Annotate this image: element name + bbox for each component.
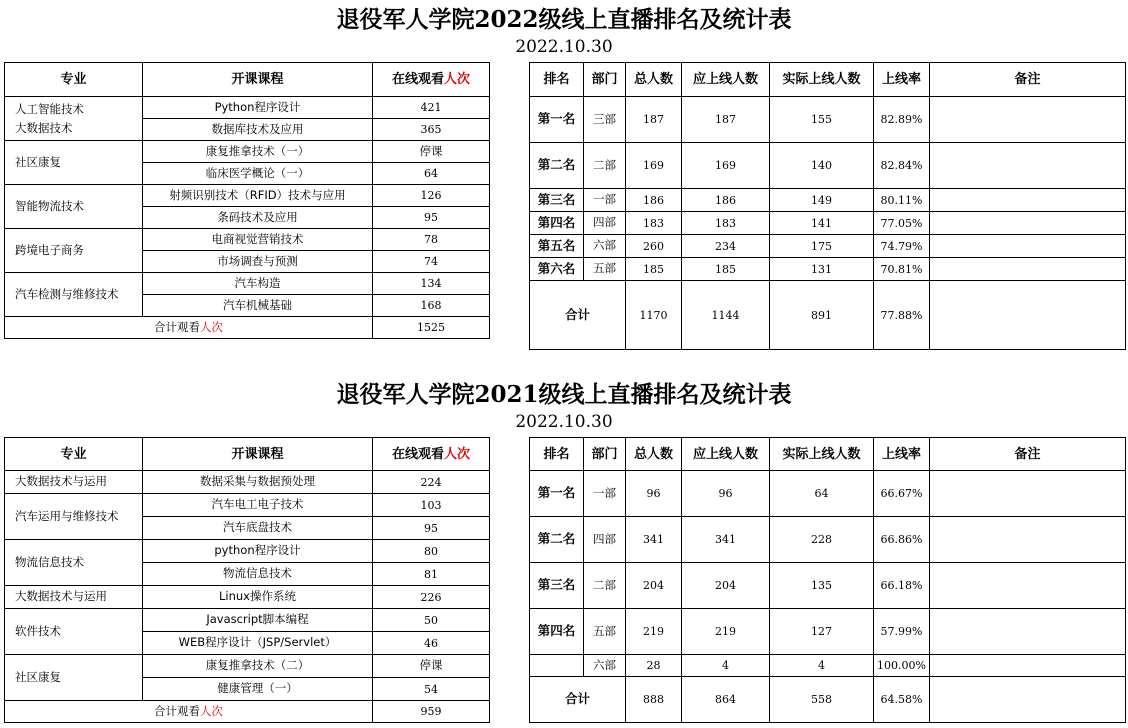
course-name: 汽车机械基础 — [143, 295, 373, 317]
total-views-label: 合计观看人次 — [5, 701, 373, 723]
total-cell: 28 — [626, 655, 682, 677]
rate-cell: 82.89% — [874, 97, 930, 143]
total-cell: 96 — [626, 471, 682, 517]
note-cell — [930, 517, 1126, 563]
course-views: 226 — [373, 586, 490, 609]
header-dept: 部门 — [584, 438, 626, 471]
course-name: 汽车构造 — [143, 273, 373, 295]
actual-cell: 64 — [770, 471, 874, 517]
expected-cell: 219 — [682, 609, 770, 655]
note-cell — [930, 471, 1126, 517]
course-views: 134 — [373, 273, 490, 295]
course-name: 汽车底盘技术 — [143, 517, 373, 540]
dept-cell: 二部 — [584, 563, 626, 609]
course-views-table — [4, 62, 490, 339]
course-name: 市场调查与预测 — [143, 251, 373, 273]
course-views: 78 — [373, 229, 490, 251]
course-views: 81 — [373, 563, 490, 586]
course-name: 射频识别技术（RFID）技术与应用 — [143, 185, 373, 207]
header-views: 在线观看人次 — [373, 63, 490, 97]
actual-cell: 135 — [770, 563, 874, 609]
course-name: 康复推拿技术（一） — [143, 141, 373, 163]
table-row — [530, 563, 1126, 609]
rank-cell: 第二名 — [530, 517, 584, 563]
department-ranking-table — [529, 437, 1126, 723]
course-views: 365 — [373, 119, 490, 141]
note-cell — [930, 677, 1126, 723]
course-views: 停课 — [373, 655, 490, 678]
rank-cell: 第二名 — [530, 143, 584, 189]
course-views: 95 — [373, 207, 490, 229]
major-cell: 社区康复 — [5, 655, 143, 701]
table-row — [530, 212, 1126, 235]
course-name: 数据采集与数据预处理 — [143, 471, 373, 494]
header-expected: 应上线人数 — [682, 63, 770, 97]
note-cell — [930, 189, 1126, 212]
rate-cell: 70.81% — [874, 258, 930, 281]
header-expected: 应上线人数 — [682, 438, 770, 471]
header-major: 专业 — [5, 438, 143, 471]
course-name: 电商视觉营销技术 — [143, 229, 373, 251]
course-views: 停课 — [373, 141, 490, 163]
header-major: 专业 — [5, 63, 143, 97]
major-cell: 汽车运用与维修技术 — [5, 494, 143, 540]
course-name: python程序设计 — [143, 540, 373, 563]
total-cell: 183 — [626, 212, 682, 235]
course-views: 46 — [373, 632, 490, 655]
sheet-title: 退役军人学院2022级线上直播排名及统计表 — [336, 6, 792, 33]
sum-actual: 558 — [770, 677, 874, 723]
total-cell: 169 — [626, 143, 682, 189]
course-name: 物流信息技术 — [143, 563, 373, 586]
major-cell: 大数据技术与运用 — [5, 586, 143, 609]
header-actual: 实际上线人数 — [770, 438, 874, 471]
rate-cell: 80.11% — [874, 189, 930, 212]
header-actual: 实际上线人数 — [770, 63, 874, 97]
rank-cell: 第一名 — [530, 471, 584, 517]
sum-expected: 864 — [682, 677, 770, 723]
course-name: Linux操作系统 — [143, 586, 373, 609]
table-row — [530, 655, 1126, 677]
course-name: 条码技术及应用 — [143, 207, 373, 229]
major-cell: 跨境电子商务 — [5, 229, 143, 273]
table-row — [530, 235, 1126, 258]
rate-cell: 74.79% — [874, 235, 930, 258]
sum-total: 1170 — [626, 281, 682, 350]
total-cell: 187 — [626, 97, 682, 143]
dept-cell: 一部 — [584, 471, 626, 517]
rank-cell: 第五名 — [530, 235, 584, 258]
header-note: 备注 — [930, 63, 1126, 97]
rate-cell: 66.18% — [874, 563, 930, 609]
actual-cell: 175 — [770, 235, 874, 258]
course-views: 421 — [373, 97, 490, 119]
sum-rate: 77.88% — [874, 281, 930, 350]
expected-cell: 185 — [682, 258, 770, 281]
course-views-table — [4, 437, 490, 723]
sum-label: 合计 — [530, 281, 626, 350]
course-name: Python程序设计 — [143, 97, 373, 119]
total-cell: 219 — [626, 609, 682, 655]
course-name: 健康管理（一） — [143, 678, 373, 701]
actual-cell: 140 — [770, 143, 874, 189]
department-ranking-table — [529, 62, 1126, 350]
course-name: Javascript脚本编程 — [143, 609, 373, 632]
course-name: 康复推拿技术（二） — [143, 655, 373, 678]
note-cell — [930, 212, 1126, 235]
table-row — [530, 97, 1126, 143]
course-views: 95 — [373, 517, 490, 540]
header-total: 总人数 — [626, 63, 682, 97]
total-views-label: 合计观看人次 — [5, 317, 373, 339]
rank-cell: 第三名 — [530, 189, 584, 212]
major-cell: 智能物流技术 — [5, 185, 143, 229]
sheet-date: 2022.10.30 — [515, 412, 613, 432]
rank-cell: 第六名 — [530, 258, 584, 281]
total-cell: 260 — [626, 235, 682, 258]
header-rank: 排名 — [530, 63, 584, 97]
note-cell — [930, 655, 1126, 677]
dept-cell: 二部 — [584, 143, 626, 189]
rate-cell: 100.00% — [874, 655, 930, 677]
dept-cell: 四部 — [584, 212, 626, 235]
course-views: 224 — [373, 471, 490, 494]
expected-cell: 204 — [682, 563, 770, 609]
table-row — [530, 143, 1126, 189]
major-cell: 大数据技术与运用 — [5, 471, 143, 494]
actual-cell: 127 — [770, 609, 874, 655]
sum-total: 888 — [626, 677, 682, 723]
total-views: 959 — [373, 701, 490, 723]
dept-cell: 六部 — [584, 655, 626, 677]
table-row — [530, 258, 1126, 281]
sum-row — [530, 281, 1126, 350]
note-cell — [930, 143, 1126, 189]
total-cell: 186 — [626, 189, 682, 212]
sum-label: 合计 — [530, 677, 626, 723]
sum-expected: 1144 — [682, 281, 770, 350]
header-note: 备注 — [930, 438, 1126, 471]
table-row — [530, 471, 1126, 517]
dept-cell: 四部 — [584, 517, 626, 563]
course-views: 80 — [373, 540, 490, 563]
sum-actual: 891 — [770, 281, 874, 350]
note-cell — [930, 97, 1126, 143]
expected-cell: 96 — [682, 471, 770, 517]
expected-cell: 187 — [682, 97, 770, 143]
note-cell — [930, 258, 1126, 281]
course-name: WEB程序设计（JSP/Servlet） — [143, 632, 373, 655]
expected-cell: 341 — [682, 517, 770, 563]
dept-cell: 三部 — [584, 97, 626, 143]
rank-cell: 第四名 — [530, 609, 584, 655]
rank-cell: 第四名 — [530, 212, 584, 235]
rank-cell — [530, 655, 584, 677]
rate-cell: 82.84% — [874, 143, 930, 189]
dept-cell: 六部 — [584, 235, 626, 258]
header-rank: 排名 — [530, 438, 584, 471]
course-views: 54 — [373, 678, 490, 701]
header-views: 在线观看人次 — [373, 438, 490, 471]
note-cell — [930, 609, 1126, 655]
table-row — [530, 189, 1126, 212]
total-views: 1525 — [373, 317, 490, 339]
header-course: 开课课程 — [143, 438, 373, 471]
total-cell: 204 — [626, 563, 682, 609]
actual-cell: 131 — [770, 258, 874, 281]
sheet-title: 退役军人学院2021级线上直播排名及统计表 — [336, 381, 792, 408]
expected-cell: 169 — [682, 143, 770, 189]
header-total: 总人数 — [626, 438, 682, 471]
major-cell: 软件技术 — [5, 609, 143, 655]
sum-row — [530, 677, 1126, 723]
actual-cell: 228 — [770, 517, 874, 563]
actual-cell: 149 — [770, 189, 874, 212]
course-views: 103 — [373, 494, 490, 517]
actual-cell: 141 — [770, 212, 874, 235]
dept-cell: 五部 — [584, 258, 626, 281]
course-name: 汽车电工电子技术 — [143, 494, 373, 517]
rate-cell: 77.05% — [874, 212, 930, 235]
sum-rate: 64.58% — [874, 677, 930, 723]
note-cell — [930, 563, 1126, 609]
note-cell — [930, 281, 1126, 350]
major-cell: 社区康复 — [5, 141, 143, 185]
table-row — [530, 609, 1126, 655]
rank-cell: 第一名 — [530, 97, 584, 143]
header-dept: 部门 — [584, 63, 626, 97]
course-views: 64 — [373, 163, 490, 185]
actual-cell: 155 — [770, 97, 874, 143]
expected-cell: 186 — [682, 189, 770, 212]
course-name: 临床医学概论（一） — [143, 163, 373, 185]
header-rate: 上线率 — [874, 63, 930, 97]
major-cell: 汽车检测与维修技术 — [5, 273, 143, 317]
note-cell — [930, 235, 1126, 258]
header-rate: 上线率 — [874, 438, 930, 471]
course-views: 168 — [373, 295, 490, 317]
dept-cell: 五部 — [584, 609, 626, 655]
course-views: 126 — [373, 185, 490, 207]
course-views: 50 — [373, 609, 490, 632]
dept-cell: 一部 — [584, 189, 626, 212]
actual-cell: 4 — [770, 655, 874, 677]
course-name: 数据库技术及应用 — [143, 119, 373, 141]
total-cell: 185 — [626, 258, 682, 281]
rate-cell: 66.86% — [874, 517, 930, 563]
sheet-date: 2022.10.30 — [515, 37, 613, 57]
expected-cell: 4 — [682, 655, 770, 677]
total-cell: 341 — [626, 517, 682, 563]
table-row — [530, 517, 1126, 563]
course-views: 74 — [373, 251, 490, 273]
major-cell: 人工智能技术 大数据技术 — [5, 97, 143, 141]
expected-cell: 234 — [682, 235, 770, 258]
major-cell: 物流信息技术 — [5, 540, 143, 586]
expected-cell: 183 — [682, 212, 770, 235]
header-course: 开课课程 — [143, 63, 373, 97]
rate-cell: 57.99% — [874, 609, 930, 655]
rate-cell: 66.67% — [874, 471, 930, 517]
rank-cell: 第三名 — [530, 563, 584, 609]
